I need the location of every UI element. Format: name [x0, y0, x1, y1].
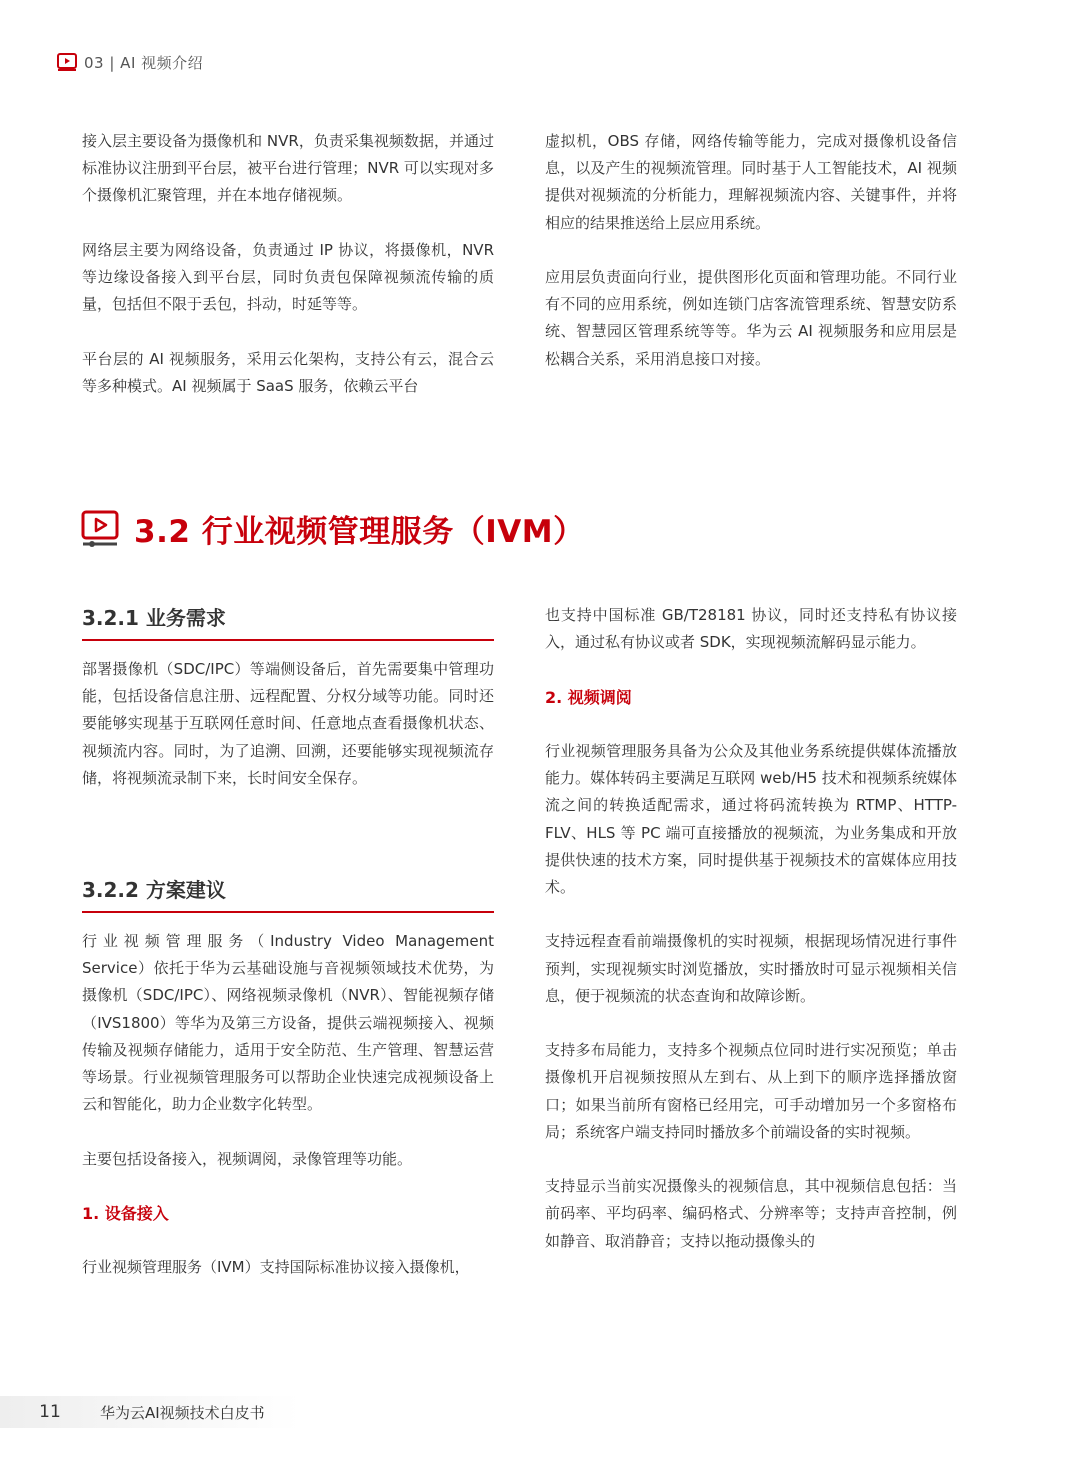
bottom-right-column	[545, 602, 957, 1255]
paragraph: 行业视频管理服务（Industry Video Management Service）依托于华为云基础设施与音视频领域技术优势，为摄像机（SDC/IPC）、网络视频录像机（NVR）、智能视频存储（IVS1800）等华为及第三方设备，提供云端视频接入、视频传输及视频存储能力，适用于安全防范、生产管理、智慧运营等场景。行业视频管理服务可以帮助企业快速完成视频设备上云和智能化，助力企业数字化转型。	[82, 932, 494, 1114]
subsection-title: 3.2.2 方案建议	[82, 878, 226, 902]
subsection-heading-321	[82, 602, 494, 641]
s322-body	[82, 928, 494, 1282]
video-play-icon	[56, 51, 78, 73]
paragraph: 部署摄像机（SDC/IPC）等端侧设备后，首先需要集中管理功能，包括设备信息注册、远程配置、分权分域等功能。同时还要能够实现基于互联网任意时间、任意地点查看摄像机状态、视频流内容。同时，为了追溯、回溯，还要能够实现视频流存储，将视频流录制下来，长时间安全保存。	[82, 660, 494, 787]
paragraph: 平台层的 AI 视频服务，采用云化架构，支持公有云，混合云等多种模式。AI 视频属于 SaaS 服务，依赖云平台	[82, 349, 494, 395]
top-left-column	[82, 128, 494, 400]
paragraph: 网络层主要为网络设备，负责通过 IP 协议，将摄像机，NVR 等边缘设备接入到平台层，同时负责包保障视频流传输的质量，包括但不限于丢包，抖动，时延等等。	[82, 240, 494, 314]
paragraph: 支持显示当前实况摄像头的视频信息，其中视频信息包括：当前码率、平均码率、编码格式、分辨率等；支持声音控制，例如静音、取消静音；支持以拖动摄像头的	[545, 1177, 957, 1250]
page-footer	[0, 1396, 300, 1428]
subsection-title: 3.2.1 业务需求	[82, 606, 226, 630]
paragraph: 行业视频管理服务具备为公众及其他业务系统提供媒体流播放能力。媒体转码主要满足互联网 web/H5 技术和视频系统媒体流之间的转换适配需求，通过将码流转换为 RTMP、HTTP-FLV、HLS 等 PC 端可直接播放的视频流，为业务集成和开放提供快速的技术方案，同时提供基于视频技术的富媒体应用技术。	[545, 741, 957, 896]
paragraph: 主要包括设备接入，视频调阅，录像管理等功能。	[82, 1149, 413, 1168]
paragraph: 行业视频管理服务（IVM）支持国际标准协议接入摄像机，	[82, 1258, 470, 1277]
page-header	[56, 50, 203, 74]
document-title: 华为云AI视频技术白皮书	[100, 1403, 265, 1422]
video-screen-icon	[80, 509, 122, 549]
paragraph: 接入层主要设备为摄像机和 NVR，负责采集视频数据，并通过标准协议注册到平台层，被平台进行管理；NVR 可以实现对多个摄像机汇聚管理，并在本地存储视频。	[82, 132, 494, 205]
section-title: 3.2 行业视频管理服务（IVM）	[134, 514, 585, 550]
paragraph: 虚拟机，OBS 存储，网络传输等能力，完成对摄像机设备信息，以及产生的视频流管理。同时基于人工智能技术，AI 视频提供对视频流的分析能力，理解视频流内容、关键事件，并将相应的结果推送给上层应用系统。	[545, 132, 957, 232]
paragraph: 支持远程查看前端摄像机的实时视频，根据现场情况进行事件预判，实现视频实时浏览播放，实时播放时可显示视频相关信息，便于视频流的状态查询和故障诊断。	[545, 932, 957, 1005]
page-number: 11	[39, 1402, 61, 1422]
paragraph: 也支持中国标准 GB/T28181 协议，同时还支持私有协议接入，通过私有协议或者 SDK，实现视频流解码显示能力。	[545, 606, 957, 652]
top-right-column	[545, 128, 957, 373]
paragraph: 支持多布局能力，支持多个视频点位同时进行实况预览；单击摄像机开启视频按照从左到右、从上到下的顺序选择播放窗口；如果当前所有窗格已经用完，可手动增加另一个多窗格布局；系统客户端支持同时播放多个前端设备的实时视频。	[545, 1041, 957, 1141]
chapter-label: 03 | AI 视频介绍	[84, 53, 204, 72]
feature-heading: 2. 视频调阅	[545, 687, 632, 707]
s321-body	[82, 656, 494, 792]
section-heading	[80, 506, 585, 551]
feature-heading: 1. 设备接入	[82, 1204, 169, 1223]
paragraph: 应用层负责面向行业，提供图形化页面和管理功能。不同行业有不同的应用系统，例如连锁门店客流管理系统、智慧安防系统、智慧园区管理系统等等。华为云 AI 视频服务和应用层是松耦合关系，采用消息接口对接。	[545, 268, 957, 368]
subsection-heading-322	[82, 874, 494, 913]
